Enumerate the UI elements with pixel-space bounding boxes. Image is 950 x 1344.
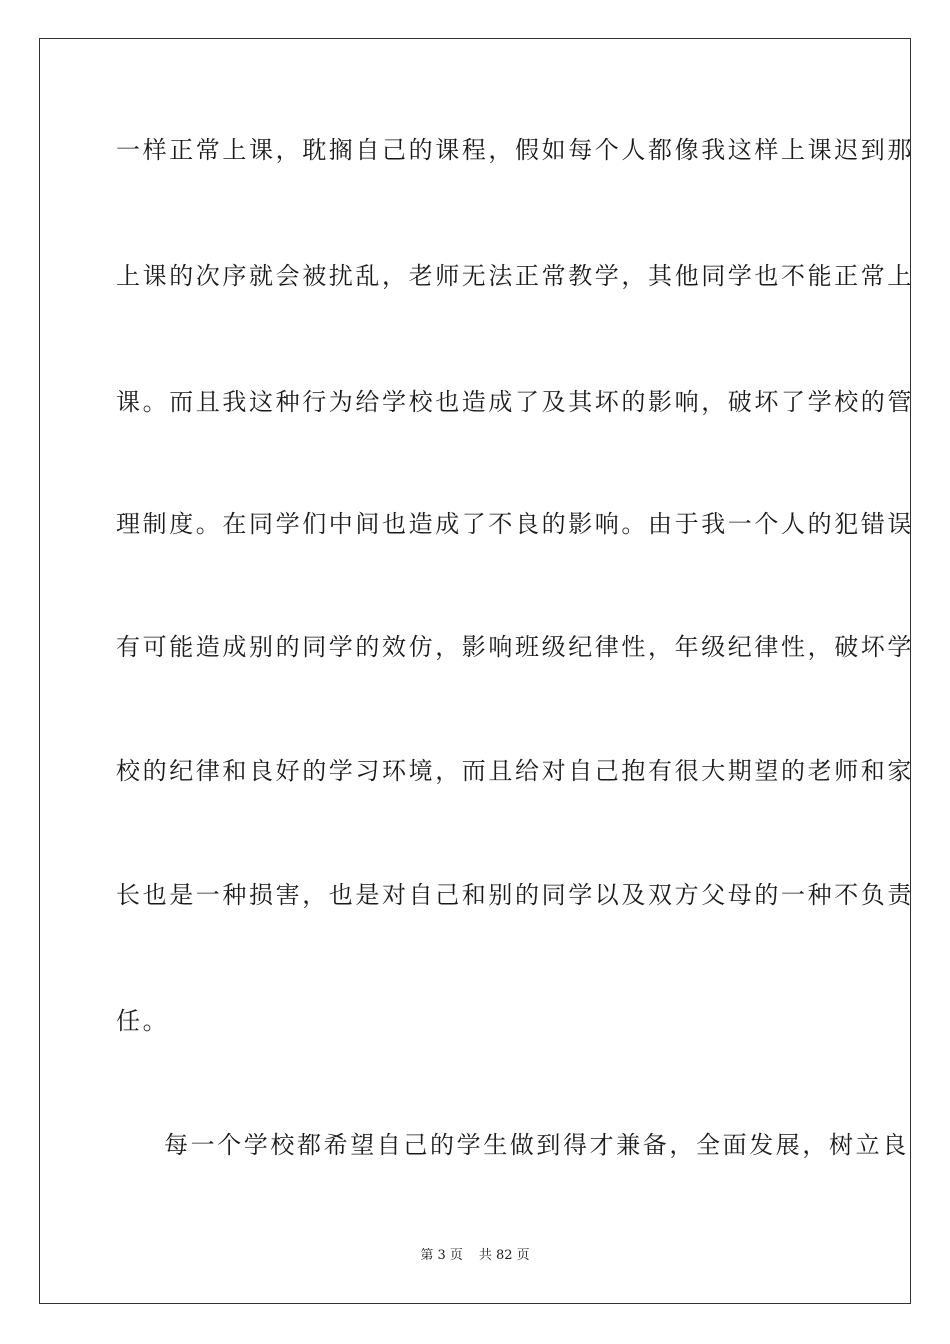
body-text-line: 一样正常上课，耽搁自己的课程，假如每个人都像我这样上课迟到那	[116, 136, 914, 164]
body-text-line: 上课的次序就会被扰乱，老师无法正常教学，其他同学也不能正常上	[116, 262, 914, 290]
body-text-line: 课。而且我这种行为给学校也造成了及其坏的影响，破坏了学校的管	[116, 388, 914, 416]
body-text-line: 长也是一种损害，也是对自己和别的同学以及双方父母的一种不负责	[116, 881, 914, 909]
body-text-line: 有可能造成别的同学的效仿，影响班级纪律性，年级纪律性，破坏学	[116, 633, 914, 661]
page-border	[39, 38, 914, 1304]
page-number: 第 3 页	[420, 1248, 463, 1263]
body-text-line: 理制度。在同学们中间也造成了不良的影响。由于我一个人的犯错误	[116, 510, 914, 538]
paragraph-first-line: 每一个学校都希望自己的学生做到得才兼备，全面发展，树立良	[164, 1131, 909, 1159]
body-text-line: 任。	[116, 1007, 170, 1035]
page-footer	[0, 1248, 950, 1264]
body-text-line: 校的纪律和良好的学习环境，而且给对自己抱有很大期望的老师和家	[116, 757, 914, 785]
total-pages: 共 82 页	[478, 1248, 530, 1263]
